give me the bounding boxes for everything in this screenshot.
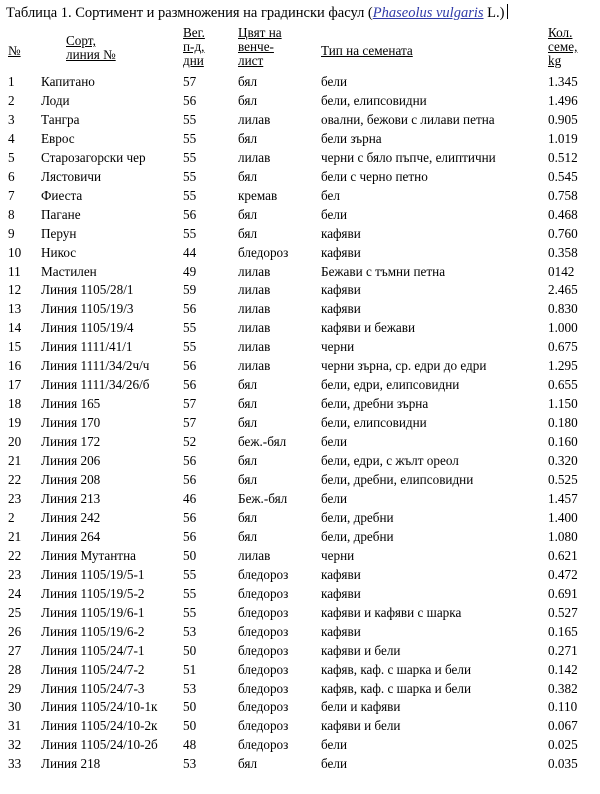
cell-number: 14	[8, 320, 22, 336]
table-row	[8, 225, 588, 244]
cell-seed-type: бели	[321, 490, 348, 506]
cell-number: 30	[8, 699, 22, 715]
cell-variety: Линия 218	[41, 756, 101, 772]
cell-number: 10	[8, 244, 22, 260]
cell-seed-quantity: 0.382	[548, 680, 578, 696]
cell-vegetation-days: 53	[183, 680, 197, 696]
cell-number: 4	[8, 130, 15, 146]
cell-variety: Линия 1105/24/10-1к	[41, 699, 158, 715]
cell-seed-quantity: 0.271	[548, 642, 578, 658]
cell-variety: Линия 1105/24/7-3	[41, 680, 145, 696]
cell-seed-type: кафяви и бели	[321, 642, 401, 658]
cell-seed-quantity: 0.830	[548, 301, 578, 317]
cell-variety: Линия 1105/19/5-2	[41, 585, 145, 601]
cell-petal-color: бял	[238, 74, 258, 89]
cell-variety: Лястовичи	[41, 168, 102, 184]
table-row	[8, 661, 588, 680]
cell-seed-quantity: 1.080	[548, 528, 578, 544]
cell-vegetation-days: 56	[183, 453, 197, 469]
cell-number: 15	[8, 339, 22, 355]
cell-variety: Линия 1105/24/10-2б	[41, 737, 158, 753]
cell-seed-type: бели, елипсовидни	[321, 92, 427, 108]
cell-petal-color: бял	[238, 206, 258, 222]
cell-number: 1	[8, 74, 15, 89]
cell-petal-color: бледороз	[238, 737, 289, 753]
table-row	[8, 263, 588, 282]
cell-seed-type: бели, дребни	[321, 528, 394, 544]
cell-seed-type: бели	[321, 737, 348, 753]
cell-vegetation-days: 56	[183, 377, 197, 393]
cell-seed-type: кафяви и кафяви с шарка	[321, 604, 462, 620]
table-row	[8, 111, 588, 130]
cell-seed-quantity: 0.320	[548, 453, 578, 469]
cell-petal-color: бял	[238, 130, 258, 146]
cell-number: 6	[8, 168, 15, 184]
cell-seed-quantity: 0.655	[548, 377, 578, 393]
cell-number: 13	[8, 301, 22, 317]
cell-vegetation-days: 56	[183, 472, 197, 488]
cell-petal-color: беж.-бял	[238, 434, 287, 450]
cell-petal-color: бледороз	[238, 585, 289, 601]
cell-petal-color: лилав	[238, 263, 271, 279]
cell-seed-type: бели, дребни зърна	[321, 396, 429, 412]
cell-seed-type: кафяви и бели	[321, 718, 401, 734]
table-row	[8, 698, 588, 717]
cell-seed-type: бели с черно петно	[321, 168, 428, 184]
table-row	[8, 73, 588, 92]
cell-variety: Пагане	[41, 206, 81, 222]
cell-seed-type: бели	[321, 756, 348, 772]
table-row	[8, 92, 588, 111]
cell-vegetation-days: 55	[183, 187, 197, 203]
table-row	[8, 736, 588, 755]
cell-number: 20	[8, 434, 22, 450]
cell-seed-quantity: 1.150	[548, 396, 578, 412]
cell-petal-color: бял	[238, 225, 258, 241]
cell-vegetation-days: 57	[183, 415, 197, 431]
table-row	[8, 149, 588, 168]
cell-vegetation-days: 53	[183, 756, 197, 772]
cell-seed-quantity: 0.180	[548, 415, 578, 431]
header-variety-line: линия №	[66, 47, 116, 62]
cell-number: 7	[8, 187, 15, 203]
cell-vegetation-days: 55	[183, 604, 197, 620]
cell-variety: Линия 170	[41, 415, 101, 431]
header-number: №	[8, 43, 21, 58]
cell-vegetation-days: 52	[183, 434, 197, 450]
cell-vegetation-days: 55	[183, 168, 197, 184]
table-row	[8, 395, 588, 414]
cell-variety: Линия 1111/34/2ч/ч	[41, 358, 150, 374]
cell-seed-type: Бежави с тъмни петна	[321, 263, 446, 279]
cell-seed-quantity: 0.035	[548, 756, 578, 772]
cell-number: 25	[8, 604, 22, 620]
cell-petal-color: бледороз	[238, 699, 289, 715]
cell-petal-color: бял	[238, 472, 258, 488]
cell-seed-quantity: 0.545	[548, 168, 578, 184]
cell-number: 26	[8, 623, 22, 639]
cell-vegetation-days: 55	[183, 225, 197, 241]
cell-petal-color: бял	[238, 92, 258, 108]
caption-suffix: L.)	[483, 5, 505, 21]
cell-petal-color: бял	[238, 396, 258, 412]
cell-vegetation-days: 56	[183, 206, 197, 222]
header-seed-type: Тип на семената	[321, 43, 413, 58]
cell-number: 22	[8, 547, 22, 563]
table-row	[8, 471, 588, 490]
header-petal-color	[238, 26, 321, 73]
header-color-line: венче-	[238, 39, 274, 54]
cell-number: 33	[8, 756, 22, 772]
header-variety	[38, 26, 183, 73]
cell-variety: Никос	[41, 244, 77, 260]
cell-petal-color: лилав	[238, 282, 271, 298]
table-row	[8, 585, 588, 604]
cell-petal-color: бял	[238, 528, 258, 544]
table-row	[8, 452, 588, 471]
cell-vegetation-days: 49	[183, 263, 197, 279]
cell-seed-type: бели	[321, 74, 348, 89]
cell-seed-type: черни с бяло пъпче, елиптични	[321, 149, 496, 165]
cell-seed-quantity: 2.465	[548, 282, 578, 298]
header-qty-line: kg	[548, 53, 562, 68]
cell-variety: Линия 1105/24/7-2	[41, 661, 145, 677]
cell-number: 28	[8, 661, 22, 677]
cell-number: 16	[8, 358, 22, 374]
table-row	[8, 509, 588, 528]
table-row	[8, 604, 588, 623]
cell-seed-type: кафяв, каф. с шарка и бели	[321, 680, 472, 696]
cell-seed-quantity: 0.758	[548, 187, 578, 203]
table-row	[8, 300, 588, 319]
cell-seed-quantity: 0.165	[548, 623, 578, 639]
cell-vegetation-days: 53	[183, 623, 197, 639]
cell-number: 9	[8, 225, 15, 241]
cell-variety: Лоди	[41, 92, 70, 108]
cell-petal-color: бледороз	[238, 718, 289, 734]
table-row	[8, 566, 588, 585]
cell-vegetation-days: 56	[183, 358, 197, 374]
cell-vegetation-days: 55	[183, 149, 197, 165]
table-header-row	[8, 26, 588, 73]
table-row	[8, 338, 588, 357]
cell-number: 3	[8, 111, 15, 127]
cell-number: 17	[8, 377, 22, 393]
caption-prefix: Таблица 1. Сортимент и размножения на градински фасул (	[6, 5, 373, 21]
cell-seed-quantity: 1.345	[548, 74, 578, 89]
cell-vegetation-days: 56	[183, 92, 197, 108]
cell-seed-quantity: 1.400	[548, 509, 578, 525]
cell-variety: Линия 165	[41, 396, 101, 412]
cell-seed-type: кафяви	[321, 244, 361, 260]
cell-variety: Линия 1111/41/1	[41, 339, 133, 355]
cell-vegetation-days: 55	[183, 585, 197, 601]
cell-seed-quantity: 0142	[548, 263, 575, 279]
cell-petal-color: лилав	[238, 149, 271, 165]
cell-vegetation-days: 51	[183, 661, 197, 677]
cell-seed-quantity: 1.019	[548, 130, 578, 146]
table-row	[8, 187, 588, 206]
cell-variety: Линия 1105/19/6-1	[41, 604, 145, 620]
cell-seed-type: черни	[321, 339, 355, 355]
cell-seed-quantity: 0.675	[548, 339, 578, 355]
cell-number: 23	[8, 566, 22, 582]
header-veg-line: дни	[183, 53, 204, 68]
cell-seed-type: кафяви	[321, 282, 361, 298]
cell-variety: Линия 1105/24/7-1	[41, 642, 145, 658]
cell-vegetation-days: 44	[183, 244, 197, 260]
cell-vegetation-days: 56	[183, 509, 197, 525]
cell-vegetation-days: 50	[183, 699, 197, 715]
table-row	[8, 433, 588, 452]
cell-seed-type: кафяви	[321, 585, 361, 601]
cell-variety: Перун	[41, 225, 77, 241]
cell-seed-type: бели, дребни	[321, 509, 394, 525]
cell-variety: Капитано	[41, 74, 95, 89]
cell-petal-color: бял	[238, 509, 258, 525]
table-row	[8, 206, 588, 225]
cell-seed-quantity: 1.295	[548, 358, 578, 374]
cell-petal-color: кремав	[238, 187, 278, 203]
cell-petal-color: бледороз	[238, 623, 289, 639]
header-qty-line: Кол.	[548, 25, 573, 40]
cell-seed-quantity: 0.160	[548, 434, 578, 450]
cell-variety: Линия 208	[41, 472, 101, 488]
header-color-line: лист	[238, 53, 264, 68]
cell-number: 31	[8, 718, 22, 734]
cell-variety: Еврос	[41, 130, 75, 146]
cell-petal-color: лилав	[238, 301, 271, 317]
cell-seed-quantity: 0.527	[548, 604, 578, 620]
cell-vegetation-days: 55	[183, 566, 197, 582]
cell-petal-color: бледороз	[238, 661, 289, 677]
cell-number: 27	[8, 642, 22, 658]
cell-number: 8	[8, 206, 15, 222]
table-row	[8, 244, 588, 263]
cell-variety: Линия 1105/19/3	[41, 301, 134, 317]
cell-seed-quantity: 0.512	[548, 149, 578, 165]
varieties-table	[8, 26, 588, 774]
cell-seed-type: кафяви	[321, 566, 361, 582]
cell-vegetation-days: 57	[183, 74, 197, 89]
table-row	[8, 281, 588, 300]
table-row	[8, 528, 588, 547]
header-veg-line: Вег.	[183, 25, 205, 40]
table-row	[8, 168, 588, 187]
cell-petal-color: лилав	[238, 339, 271, 355]
cell-seed-quantity: 0.067	[548, 718, 578, 734]
cell-variety: Линия 1105/28/1	[41, 282, 134, 298]
table-caption	[6, 4, 508, 22]
cell-number: 24	[8, 585, 22, 601]
cell-vegetation-days: 55	[183, 339, 197, 355]
cell-seed-type: кафяви	[321, 225, 361, 241]
cell-variety: Фиеста	[41, 187, 83, 203]
cell-variety: Линия 206	[41, 453, 101, 469]
cell-petal-color: бледороз	[238, 566, 289, 582]
cell-number: 5	[8, 149, 15, 165]
cell-petal-color: лилав	[238, 358, 271, 374]
cell-petal-color: бледороз	[238, 604, 289, 620]
cell-seed-type: кафяви и бежави	[321, 320, 416, 336]
cell-number: 21	[8, 453, 22, 469]
text-cursor	[507, 4, 508, 19]
cell-vegetation-days: 55	[183, 320, 197, 336]
cell-vegetation-days: 50	[183, 642, 197, 658]
cell-seed-type: бел	[321, 187, 340, 203]
cell-seed-quantity: 0.905	[548, 111, 578, 127]
cell-vegetation-days: 55	[183, 111, 197, 127]
cell-seed-type: кафяви	[321, 623, 361, 639]
table-row	[8, 490, 588, 509]
cell-petal-color: бледороз	[238, 680, 289, 696]
cell-variety: Линия 1105/19/5-1	[41, 566, 145, 582]
cell-petal-color: бял	[238, 377, 258, 393]
cell-seed-type: бели зърна	[321, 130, 382, 146]
cell-seed-type: бели и кафяви	[321, 699, 401, 715]
cell-variety: Линия 1111/34/26/б	[41, 377, 150, 393]
cell-number: 29	[8, 680, 22, 696]
cell-seed-quantity: 1.457	[548, 490, 578, 506]
cell-seed-quantity: 0.110	[548, 699, 578, 715]
cell-seed-quantity: 0.142	[548, 661, 578, 677]
cell-seed-type: черни зърна, ср. едри до едри	[321, 358, 487, 374]
cell-vegetation-days: 55	[183, 130, 197, 146]
cell-number: 18	[8, 396, 22, 412]
cell-number: 11	[8, 263, 21, 279]
cell-seed-type: кафяв, каф. с шарка и бели	[321, 661, 472, 677]
cell-seed-type: бели, дребни, елипсовидни	[321, 472, 474, 488]
cell-seed-quantity: 0.691	[548, 585, 578, 601]
header-qty-line: семе,	[548, 39, 578, 54]
header-veg-line: п-д,	[183, 39, 205, 54]
cell-number: 22	[8, 472, 22, 488]
cell-seed-quantity: 0.472	[548, 566, 578, 582]
table-row	[8, 642, 588, 661]
cell-variety: Линия 172	[41, 434, 101, 450]
cell-petal-color: бледороз	[238, 642, 289, 658]
cell-variety: Линия 1105/19/4	[41, 320, 134, 336]
cell-petal-color: бял	[238, 453, 258, 469]
cell-number: 23	[8, 490, 22, 506]
header-seed-quantity	[548, 26, 588, 73]
cell-seed-type: бели	[321, 434, 348, 450]
cell-number: 2	[8, 92, 15, 108]
table-row	[8, 680, 588, 699]
cell-petal-color: бял	[238, 168, 258, 184]
table-row	[8, 547, 588, 566]
cell-variety: Тангра	[41, 111, 80, 127]
cell-number: 2	[8, 509, 15, 525]
cell-petal-color: бледороз	[238, 244, 289, 260]
cell-petal-color: лилав	[238, 111, 271, 127]
cell-seed-type: бели	[321, 206, 348, 222]
cell-seed-quantity: 0.760	[548, 225, 578, 241]
table-row	[8, 623, 588, 642]
table-body	[8, 73, 588, 774]
cell-seed-quantity: 1.496	[548, 92, 578, 108]
cell-seed-quantity: 1.000	[548, 320, 578, 336]
table-row	[8, 414, 588, 433]
cell-variety: Линия Мутантна	[41, 547, 136, 563]
cell-vegetation-days: 50	[183, 718, 197, 734]
caption-scientific-name[interactable]: Phaseolus vulgaris	[372, 5, 484, 21]
cell-number: 32	[8, 737, 22, 753]
cell-seed-quantity: 0.525	[548, 472, 578, 488]
cell-vegetation-days: 50	[183, 547, 197, 563]
cell-vegetation-days: 57	[183, 396, 197, 412]
cell-number: 21	[8, 528, 22, 544]
cell-seed-type: бели, едри, с жълт ореол	[321, 453, 459, 469]
table-row	[8, 319, 588, 338]
table-row	[8, 357, 588, 376]
cell-number: 12	[8, 282, 22, 298]
table-row	[8, 755, 588, 774]
cell-variety: Мастилен	[41, 263, 97, 279]
cell-seed-quantity: 0.468	[548, 206, 578, 222]
cell-seed-quantity: 0.025	[548, 737, 578, 753]
cell-seed-type: бели, елипсовидни	[321, 415, 427, 431]
cell-petal-color: Беж.-бял	[238, 490, 288, 506]
table-row	[8, 717, 588, 736]
cell-vegetation-days: 48	[183, 737, 197, 753]
cell-vegetation-days: 56	[183, 528, 197, 544]
cell-seed-quantity: 0.621	[548, 547, 578, 563]
cell-variety: Линия 264	[41, 528, 101, 544]
cell-petal-color: лилав	[238, 547, 271, 563]
table-row	[8, 130, 588, 149]
cell-seed-type: бели, едри, елипсовидни	[321, 377, 460, 393]
header-color-line: Цвят на	[238, 25, 282, 40]
cell-vegetation-days: 56	[183, 301, 197, 317]
table-row	[8, 376, 588, 395]
cell-variety: Старозагорски чер	[41, 149, 146, 165]
cell-variety: Линия 1105/24/10-2к	[41, 718, 158, 734]
cell-petal-color: бял	[238, 756, 258, 772]
cell-variety: Линия 213	[41, 490, 101, 506]
cell-seed-quantity: 0.358	[548, 244, 578, 260]
cell-petal-color: лилав	[238, 320, 271, 336]
cell-vegetation-days: 59	[183, 282, 197, 298]
cell-seed-type: овални, бежови с лилави петна	[321, 111, 495, 127]
header-vegetation-period	[183, 26, 238, 73]
cell-variety: Линия 1105/19/6-2	[41, 623, 145, 639]
cell-number: 19	[8, 415, 22, 431]
cell-vegetation-days: 46	[183, 490, 197, 506]
cell-seed-type: кафяви	[321, 301, 361, 317]
cell-seed-type: черни	[321, 547, 355, 563]
cell-variety: Линия 242	[41, 509, 101, 525]
header-variety-line: Сорт,	[66, 33, 96, 48]
cell-petal-color: бял	[238, 415, 258, 431]
